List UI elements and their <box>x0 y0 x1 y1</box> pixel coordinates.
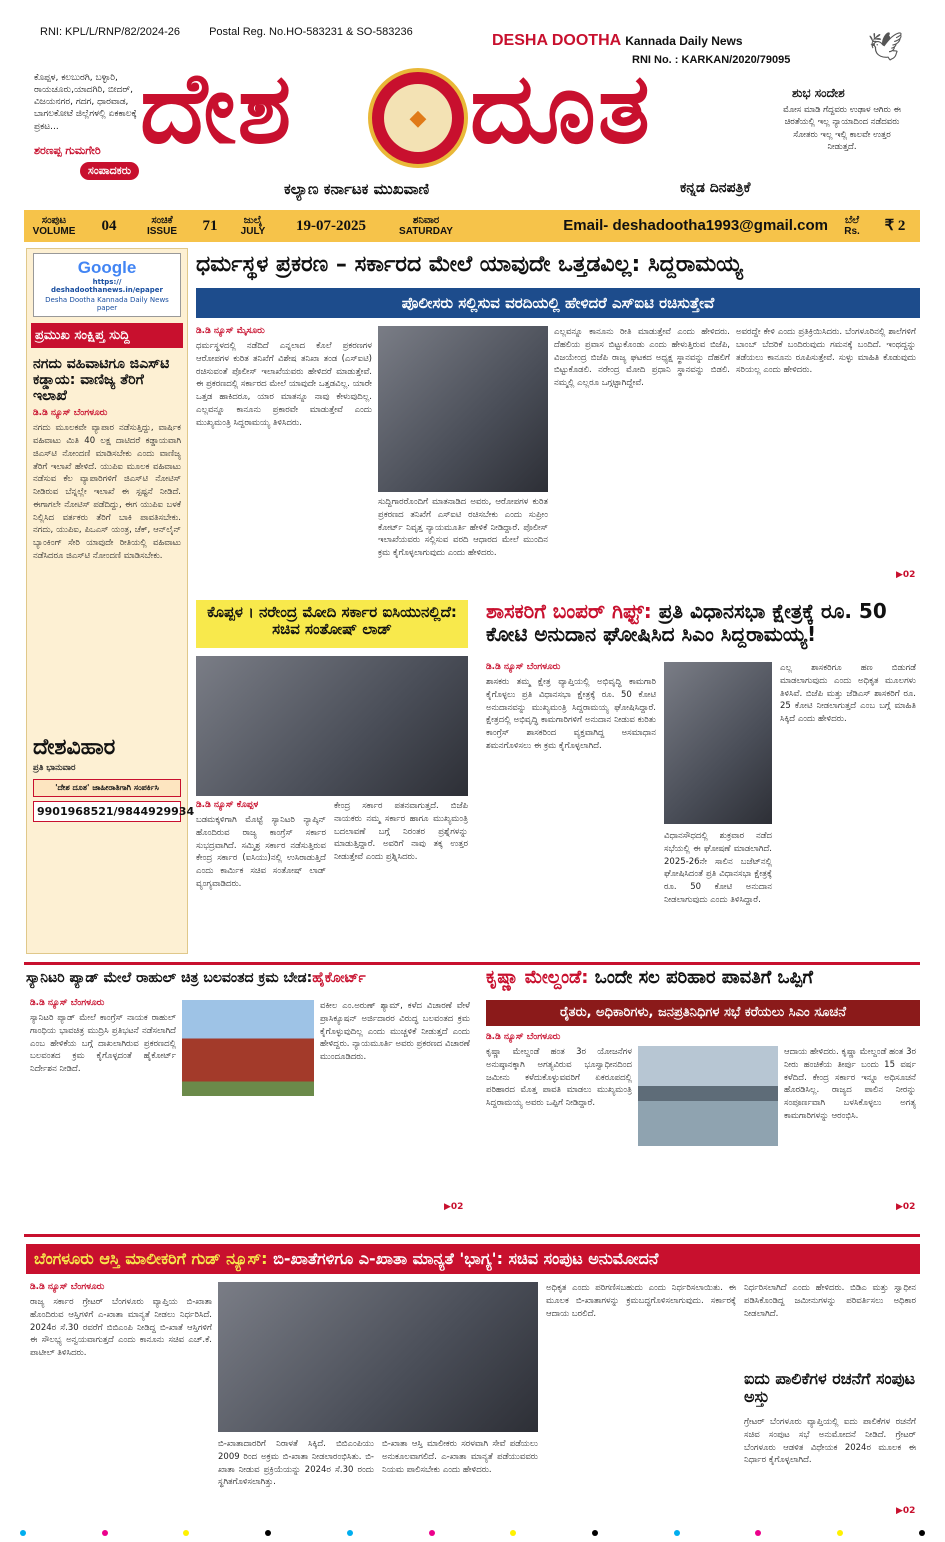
story6-cabinet-photo <box>218 1282 538 1432</box>
issue-value: 71 <box>202 217 218 234</box>
story4-continued: ▶02 <box>444 1202 464 1212</box>
shubha-sandesha-title: ಶುಭ ಸಂದೇಶ <box>792 86 845 100</box>
story1-col4: ಅವರದ್ದೇ ಕೇಳಿ ಎಂದು ಪ್ರತಿಕ್ರಿಯಿಸಿದರು. ಬೆಂಗಳೂರಿನಲ್ಲಿ ಶಾಲೆಗಳಿಗೆ ಬಾಂಬ್ ಬೆದರಿಕೆ ಬಂದಿರುವುದು ಗಮನಕ್ಕೆ ಬಂದಿದೆ. ಇಂಥದ್ದನ್ನು ತಡೆಯಲು ಕಾನೂನು ರೂಪಿಸುತ್ತೇವೆ. ಸುಳ್ಳು ಮಾಹಿತಿ ಕೊಡುವುದು ಸರಿಯಲ್ಲ ಎಂದು ಹೇಳಿದರು. <box>736 327 916 376</box>
brief-news-title: ಪ್ರಮುಖ ಸಂಕ್ಷಿಪ್ತ ಸುದ್ದಿ <box>31 323 183 348</box>
editor-name: ಶರಣಪ್ಪ ಗುಮಗೇರಿ <box>34 144 101 157</box>
tagline: ಕಲ್ಯಾಣ ಕರ್ನಾಟಕ ಮುಖವಾಣಿ <box>284 180 430 198</box>
issue-info-bar <box>24 210 920 242</box>
ad-contact-phone: 9901968521/9844929934 <box>33 801 181 822</box>
day-label: ಶನಿವಾರ SATURDAY <box>399 215 453 237</box>
deshavihara-logo: ದೇಶವಿಹಾರ <box>33 734 116 761</box>
story2-byline: ಡಿ.ಡಿ ನ್ಯೂಸ್ ಕೊಪ್ಪಳ <box>196 800 259 810</box>
story4-headline-b: ಹೈಕೋರ್ಟ್ <box>312 970 366 986</box>
section-divider <box>24 962 920 965</box>
brief-headline: ನಗದು ವಹಿವಾಟಿಗೂ ಜಿಎಸ್‌ಟಿ ಕಡ್ಡಾಯ: ವಾಣಿಜ್ಯ ತೆರಿಗೆ ಇಲಾಖೆ <box>33 356 170 405</box>
story6-col1: ರಾಜ್ಯ ಸರ್ಕಾರ ಗ್ರೇಟರ್ ಬೆಂಗಳೂರು ವ್ಯಾಪ್ತಿಯ ಬಿ-ಖಾತಾ ಹೊಂದಿರುವ ಆಸ್ತಿಗಳಿಗೆ ಎ-ಖಾತಾ ಮಾನ್ಯತೆ ನೀಡಲು ನಿರ್ಧರಿಸಿದೆ. 2024ರ ಸೆ.30 ರವರೆಗೆ ಬಿಬಿಎಂಪಿ ನೀಡಿದ್ದ ಬಿ-ಖಾತೆ ಆಸ್ತಿಗಳಿಗೆ ಈ ಸೌಲಭ್ಯ ಅನ್ವಯವಾಗುತ್ತದೆ ಎಂದು ಕಾನೂನು ಸಚಿವ ಎಚ್.ಕೆ. ಪಾಟೀಲ್ ತಿಳಿಸಿದರು. <box>30 1297 212 1358</box>
story1-col3: ಎಲ್ಲವನ್ನೂ ಕಾನೂನು ರೀತಿ ಮಾಡುತ್ತೇವೆ ಎಂದು ಹೇಳಿದರು. ದೆಹಲಿಯ ಪ್ರವಾಸ ಬಿಟ್ಟುಕೊಂಡು ಎಂದು ಹೇಳುತ್ತಿರುವ ಬಿಜೆಪಿ, ವಿಜಯೇಂದ್ರ ಬಿಜೆಪಿ ರಾಜ್ಯ ಘಟಕದ ಅಧ್ಯಕ್ಷ ಸ್ಥಾನವನ್ನು ದೆಹಲಿಗೆ ಬಿಟ್ಟುಕೊಡಲಿ. ನರೇಂದ್ರ ಮೋದಿ ಪ್ರಧಾನಿ ಸ್ಥಾನವನ್ನು ಬಿಡಲಿ. ನಮ್ಮಲ್ಲಿ ಎಲ್ಲರೂ ಒಗ್ಗಟ್ಟಾಗಿದ್ದೇವೆ. <box>554 327 730 388</box>
masthead-left: ದೇಶ <box>140 51 294 166</box>
story5-headline <box>486 968 920 989</box>
volume-label: ಸಂಪುಟ VOLUME <box>32 215 76 237</box>
story6-headline <box>26 1244 920 1274</box>
story6-headline-a: ಬೆಂಗಳೂರು ಆಸ್ತಿ ಮಾಲೀಕರಿಗೆ ಗುಡ್ ನ್ಯೂಸ್: <box>34 1249 268 1268</box>
story1-headline: ಧರ್ಮಸ್ಥಳ ಪ್ರಕರಣ – ಸರ್ಕಾರದ ಮೇಲೆ ಯಾವುದೇ ಒತ್ತಡವಿಲ್ಲ: ಸಿದ್ದರಾಮಯ್ಯ <box>196 252 743 277</box>
story2-col1: ಬಡಮಕ್ಕಳಿಗಾಗಿ ಮೊಟ್ಟೆ ಸ್ಯಾನಿಟರಿ ನ್ಯಾಪ್ಕಿನ್ ಹೊಂದಿರುವ ರಾಜ್ಯ ಕಾಂಗ್ರೆಸ್ ಸರ್ಕಾರ ಸುಭದ್ರವಾಗಿದೆ. ಸಮ್ಮಿಶ್ರ ಸರ್ಕಾರ ನಡೆಸುತ್ತಿರುವ ಕೇಂದ್ರ ಸರ್ಕಾರ (ಐಸಿಯು)ನಲ್ಲಿ ಉಸಿರಾಡುತ್ತಿದೆ ಎಂದು ಕಾರ್ಮಿಕ ಸಚಿವ ಸಂತೋಷ್ ಲಾಡ್ ವ್ಯಂಗ್ಯವಾಡಿದರು. <box>196 815 326 889</box>
story5-col1: ಕೃಷ್ಣಾ ಮೇಲ್ದಂಡೆ ಹಂತ 3ರ ಯೋಜನೆಗಳ ಅನುಷ್ಠಾನಕ್ಕಾಗಿ ಅಗತ್ಯವಿರುವ ಭೂಸ್ವಾಧೀನದಿಂದ ಜಮೀನು ಕಳೆದುಕೊಳ್ಳುವವರಿಗೆ ಏಕರೂಪದಲ್ಲಿ ಪರಿಹಾರದ ಮೊತ್ತ ಪಾವತಿ ಮಾಡಲು ಮುಖ್ಯಮಂತ್ರಿ ಸಿದ್ದರಾಮಯ್ಯ ಅವರು ಒಪ್ಪಿಗೆ ನೀಡಿದ್ದಾರೆ. <box>486 1047 632 1108</box>
story5-dam-photo <box>638 1046 778 1146</box>
masthead-right: ದೂತ <box>470 51 652 166</box>
story3-col2: ವಿಧಾನಸೌಧದಲ್ಲಿ ಶುಕ್ರವಾರ ನಡೆದ ಸಭೆಯಲ್ಲಿ ಈ ಘೋಷಣೆ ಮಾಡಲಾಗಿದೆ. 2025-26ನೇ ಸಾಲಿನ ಬಜೆಟ್‌ನಲ್ಲಿ ಘೋಷಿಸಿದಂತೆ ಪ್ರತಿ ವಿಧಾನಸಭಾ ಕ್ಷೇತ್ರಕ್ಕೆ ರೂ. 50 ಕೋಟಿ ಅನುದಾನ ನೀಡಲಾಗುವುದು ಎಂದು ತಿಳಿಸಿದ್ದಾರೆ. <box>664 831 772 905</box>
story6-side-title: ಐದು ಪಾಲಿಕೆಗಳ ರಚನೆಗೆ ಸಂಪುಟ ಅಸ್ತು <box>744 1369 916 1407</box>
story4-headline-a: ಸ್ಯಾನಿಟರಿ ಪ್ಯಾಡ್ ಮೇಲೆ ರಾಹುಲ್ ಚಿತ್ರ ಬಲವಂತದ ಕ್ರಮ ಬೇಡ: <box>26 970 313 986</box>
story6-col3: ಬಿ-ಖಾತಾ ಆಸ್ತಿ ಮಾಲೀಕರು ಸರಳವಾಗಿ ಸೇವೆ ಪಡೆಯಲು ಅನುಕೂಲವಾಗಲಿದೆ. ಎ-ಖಾತಾ ಮಾನ್ಯತೆ ಪಡೆಯುವವರು ನಿಯಮ ಪಾಲಿಸಬೇಕು ಎಂದು ಹೇಳಿದರು. <box>382 1439 538 1475</box>
story1-byline: ಡಿ.ಡಿ ನ್ಯೂಸ್ ಮೈಸೂರು <box>196 326 265 336</box>
story3-headline-b: ಪ್ರತಿ ವಿಧಾನಸಭಾ ಕ್ಷೇತ್ರಕ್ಕೆ ರೂ. 50 ಕೋಟಿ ಅನುದಾನ ಘೋಷಿಸಿದ ಸಿಎಂ ಸಿದ್ದರಾಮಯ್ಯ! <box>486 599 887 646</box>
weekly-note: ಪ್ರತಿ ಭಾನುವಾರ <box>33 763 76 774</box>
story6-col4: ಅಧಿಕೃತ ಎಂದು ಪರಿಗಣಿಸಬಹುದು ಎಂದು ನಿರ್ಧರಿಸಲಾಯಿತು. ಈ ಮೂಲಕ ಬಿ-ಖಾತಾಗಳನ್ನು ಕ್ರಮಬದ್ಧಗೊಳಿಸಲಾಗುವುದು. ಸರ್ಕಾರಕ್ಕೆ ಆದಾಯ ಬರಲಿದೆ. <box>546 1283 736 1319</box>
story1-col1: ಧರ್ಮಸ್ಥಳದಲ್ಲಿ ನಡೆದಿದೆ ಎನ್ನಲಾದ ಕೊಲೆ ಪ್ರಕರಣಗಳ ಆರೋಪಗಳ ಕುರಿತ ತನಿಖೆಗೆ ವಿಶೇಷ ತನಿಖಾ ತಂಡ (ಎಸ್‌ಐಟಿ) ರಚಿಸುವಂತೆ ಪೊಲೀಸ್ ಇಲಾಖೆಯವರು ಹೇಳಿದರೆ ಮಾಡುತ್ತೇವೆ. ಈ ಪ್ರಕರಣದಲ್ಲಿ ಸರ್ಕಾರದ ಮೇಲೆ ಯಾವುದೇ ಒತ್ತಡವಿಲ್ಲ. ಯಾರೇ ಒತ್ತಡ ಹಾಕಿದರೂ, ಯಾರ ಮಾತನ್ನೂ ನಾವು ಕೇಳುವುದಿಲ್ಲ. ಎಲ್ಲವನ್ನೂ ಕಾನೂನು ಪ್ರಕಾರವೇ ಮಾಡುತ್ತೇವೆ ಎಂದು ಮುಖ್ಯಮಂತ್ರಿ ಸಿದ್ದರಾಮಯ್ಯ ತಿಳಿಸಿದರು. <box>196 341 372 428</box>
story5-headline-a: ಕೃಷ್ಣಾ ಮೇಲ್ದಂಡೆ: <box>486 967 589 988</box>
ad-contact-title: 'ದೇಶ ದೂತ' ಜಾಹೀರಾತಿಗಾಗಿ ಸಂಪರ್ಕಿಸಿ <box>33 779 181 797</box>
story6-headline-b: ಬಿ-ಖಾತೆಗಳಿಗೂ ಎ-ಖಾತಾ ಮಾನ್ಯತೆ 'ಭಾಗ್ಯ': ಸಚಿವ ಸಂಪುಟ ಅನುಮೋದನೆ <box>273 1249 659 1268</box>
story4-byline: ಡಿ.ಡಿ ನ್ಯೂಸ್ ಬೆಂಗಳೂರು <box>30 998 105 1008</box>
issue-label: ಸಂಚಿಕೆ ISSUE <box>146 215 177 237</box>
postal-reg: Postal Reg. No.HO-583231 & SO-583236 <box>209 26 413 38</box>
masthead-title <box>140 51 652 166</box>
brand-name: DESHA DOOTHA <box>492 32 622 49</box>
story4-col2: ವಕೀಲ ಎಂ.ಅರುಣ್ ಶ್ಯಾಮ್, ಕಳೆದ ವಿಚಾರಣೆ ವೇಳೆ ಪ್ರಾಸಿಕ್ಯೂಷನ್ ಅರ್ಜಿದಾರರ ವಿರುದ್ಧ ಬಲವಂತದ ಕ್ರಮ ಕೈಗೊಳ್ಳುವುದಿಲ್ಲ ಎಂದು ಮುಚ್ಚಳಿಕೆ ನೀಡುತ್ತದೆ ಎಂದು ಹೇಳಿದ್ದರು. ನ್ಯಾಯಮೂರ್ತಿ ಅವರು ಪ್ರಕರಣದ ವಿಚಾರಣೆ ಮುಂದೂಡಿದರು. <box>320 1001 470 1062</box>
story3-headline-a: ಶಾಸಕರಿಗೆ ಬಂಪರ್ ಗಿಫ್ಟ್: <box>486 599 652 623</box>
story3-byline: ಡಿ.ಡಿ ನ್ಯೂಸ್ ಬೆಂಗಳೂರು <box>486 662 561 672</box>
story6-byline: ಡಿ.ಡಿ ನ್ಯೂಸ್ ಬೆಂಗಳೂರು <box>30 1282 105 1292</box>
story1-col2: ಸುದ್ದಿಗಾರರೊಂದಿಗೆ ಮಾತನಾಡಿದ ಅವರು, ಆರೋಪಗಳ ಕುರಿತ ಪ್ರಕರಣದ ತನಿಖೆಗೆ ಎಸ್‌ಐಟಿ ರಚಿಸಬೇಕು ಎಂದು ಸುಪ್ರೀಂ ಕೋರ್ಟ್ ನಿವೃತ್ತ ನ್ಯಾಯಮೂರ್ತಿ ಹೇಳಿಕೆ ನೀಡಿದ್ದಾರೆ. ಪೊಲೀಸ್ ಇಲಾಖೆಯವರು ಸಲ್ಲಿಸುವ ವರದಿ ಆಧಾರದ ಮೇಲೆ ಮುಂದಿನ ಕ್ರಮ ಕೈಗೊಳ್ಳಲಾಗುವುದು ಎಂದು ಹೇಳಿದರು. <box>378 497 548 558</box>
story1-photo <box>378 326 548 492</box>
date-value: 19-07-2025 <box>296 217 366 234</box>
story1-subhead: ಪೊಲೀಸರು ಸಲ್ಲಿಸುವ ವರದಿಯಲ್ಲಿ ಹೇಳಿದರೆ ಎಸ್‌ಐಟಿ ರಚಿಸುತ್ತೇವೆ <box>196 288 920 318</box>
registration-dots <box>0 1530 945 1536</box>
month-label: ಜುಲೈ JULY <box>240 215 266 237</box>
editor-title: ಸಂಪಾದಕರು <box>80 162 139 180</box>
story3-col1: ಶಾಸಕರು ತಮ್ಮ ಕ್ಷೇತ್ರ ವ್ಯಾಪ್ತಿಯಲ್ಲಿ ಅಭಿವೃದ್ಧಿ ಕಾಮಗಾರಿ ಕೈಗೊಳ್ಳಲು ಪ್ರತಿ ವಿಧಾನಸಭಾ ಕ್ಷೇತ್ರಕ್ಕೆ ರೂ. 50 ಕೋಟಿ ಅನುದಾನವನ್ನು ಮುಖ್ಯಮಂತ್ರಿ ಸಿದ್ದರಾಮಯ್ಯ ಘೋಷಿಸಿದ್ದಾರೆ. ಕ್ಷೇತ್ರದಲ್ಲಿ ಅಭಿವೃದ್ಧಿ ಕಾಮಗಾರಿಗಳಿಗೆ ಅನುದಾನ ನೀಡುವ ಕುರಿತು ಕಾಂಗ್ರೆಸ್ ಶಾಸಕರಿಂದ ವ್ಯಕ್ತವಾಗಿದ್ದ ಅಸಮಾಧಾನ ಶಮನಗೊಳಿಸಲು ಈ ಕ್ರಮ ಕೈಗೊಳ್ಳಲಾಗಿದೆ. <box>486 677 656 751</box>
epaper-box <box>33 253 181 317</box>
story5-headline-b: ಒಂದೇ ಸಲ ಪರಿಹಾರ ಪಾವತಿಗೆ ಒಪ್ಪಿಗೆ <box>594 967 813 988</box>
brand-english <box>492 32 743 50</box>
dove-icon: 🕊 <box>868 30 904 63</box>
email-address: Email- deshadootha1993@gmail.com <box>563 216 828 234</box>
story6-side-body: ಗ್ರೇಟರ್ ಬೆಂಗಳೂರು ವ್ಯಾಪ್ತಿಯಲ್ಲಿ ಐದು ಪಾಲಿಕೆಗಳ ರಚನೆಗೆ ಸಚಿವ ಸಂಪುಟ ಸಭೆ ಅನುಮೋದನೆ ನೀಡಿದೆ. ಗ್ರೇಟರ್ ಬೆಂಗಳೂರು ಆಡಳಿತ ವಿಧೇಯಕ 2024ರ ಮೂಲಕ ಈ ನಿರ್ಧಾರ ಕೈಗೊಳ್ಳಲಾಗಿದೆ. <box>744 1417 916 1466</box>
brief-byline: ಡಿ.ಡಿ ನ್ಯೂಸ್ ಬೆಂಗಳೂರು <box>33 408 108 419</box>
story4-headline <box>26 970 474 986</box>
story4-court-photo <box>182 1000 314 1096</box>
story3-col3: ಎಲ್ಲ ಶಾಸಕರಿಗೂ ಹಣ ಬಿಡುಗಡೆ ಮಾಡಲಾಗುವುದು ಎಂದು ಅಧಿಕೃತ ಮೂಲಗಳು ತಿಳಿಸಿವೆ. ಬಿಜೆಪಿ ಮತ್ತು ಜೆಡಿಎಸ್ ಶಾಸಕರಿಗೆ ರೂ. 25 ಕೋಟಿ ನೀಡಲಾಗುತ್ತದೆ ಎಂಬ ಬಗ್ಗೆ ಮಾಹಿತಿ ಸಿಕ್ಕಿದೆ ಎಂದು ಹೇಳಿದರು. <box>780 663 916 724</box>
subtag: ಕನ್ನಡ ದಿನಪತ್ರಿಕೆ <box>680 180 751 196</box>
district-note: ಕೊಪ್ಪಳ, ಕಲಬುರಗಿ, ಬಳ್ಳಾರಿ, ರಾಯಚೂರು,ಯಾದಗಿರಿ, ಬೀದರ್, ವಿಜಯನಗರ, ಗದಗ, ಧಾರವಾಡ, ಬಾಗಲಕೋಟೆ ಜಿಲ್ಲೆಗಳಲ್ಲಿ ಏಕಕಾಲಕ್ಕೆ ಪ್ರಕಟ... <box>34 73 137 132</box>
story2-photo <box>196 656 468 796</box>
rni-number: RNI: KPL/L/RNP/82/2024-26 <box>40 26 181 38</box>
shubha-sandesha-text: ಮೋಸ ಮಾಡಿ ಗೆದ್ದವರು ಉಢಾಳ ಆಗಿರು ಈ ಚಿರತೆಯಲ್ಲಿ ಇಲ್ಲ ನ್ಯಾಯಾದಿಂದ ನಡೆದವರು ಸೋತರು ಇಲ್ಲ ಇಲ್ಲಿ ಕಾಲವೇ ಉತ್ತರ ನೀಡುತ್ತದೆ. <box>783 105 901 152</box>
story2-headline: ಕೊಪ್ಪಳ । ನರೇಂದ್ರ ಮೋದಿ ಸರ್ಕಾರ ಐಸಿಯುನಲ್ಲಿದೆ: ಸಚಿವ ಸಂತೋಷ್ ಲಾಡ್ <box>196 600 468 648</box>
story5-col2: ಆದಾಯ ಹೇಳಿದರು. ಕೃಷ್ಣಾ ಮೇಲ್ದಂಡೆ ಹಂತ 3ರ ನೀರು ಹಂಚಿಕೆಯ ತೀರ್ಪು ಬಂದು 15 ವರ್ಷ ಕಳೆದಿದೆ. ಕೇಂದ್ರ ಸರ್ಕಾರ ಇನ್ನೂ ಅಧಿಸೂಚನೆ ಹೊರಡಿಸಿಲ್ಲ. ರಾಜ್ಯದ ಪಾಲಿನ ನೀರನ್ನು ಸಂಪೂರ್ಣವಾಗಿ ಬಳಸಿಕೊಳ್ಳಲು ಅಗತ್ಯ ಕಾಮಗಾರಿಗಳನ್ನು ಆರಂಭಿಸಿ. <box>784 1047 916 1121</box>
brand-subtitle: Kannada Daily News <box>625 34 743 48</box>
story6-col2: ಬಿ-ಖಾತಾದಾರರಿಗೆ ನಿರಾಳತೆ ಸಿಕ್ಕಿದೆ. ಬಿಬಿಎಂಪಿಯು 2009 ರಿಂದ ಅಕ್ರಮ ಬಿ-ಖಾತಾ ನೀಡಲಾರಂಭಿಸಿತು. ಬಿ-ಖಾತಾ ನೀಡುವ ಪ್ರಕ್ರಿಯೆಯನ್ನು 2024ರ ಸೆ.30 ರಂದು ಸ್ಥಗಿತಗೊಳಿಸಲಾಗಿತ್ತು. <box>218 1439 374 1488</box>
price-label: ಬೆಲೆ Rs. <box>844 215 860 237</box>
sidebar-brief-news <box>26 248 195 954</box>
brief-body: ನಗದು ಮೂಲಕವೇ ವ್ಯಾಪಾರ ನಡೆಸುತ್ತಿದ್ದು, ವಾರ್ಷಿಕ ವಹಿವಾಟು ಮಿತಿ 40 ಲಕ್ಷ ದಾಟಿದರೆ ಕಡ್ಡಾಯವಾಗಿ ಜಿಎಸ್‌ಟಿ ನೋಂದಣಿ ಮಾಡಿಸಬೇಕು ಎಂದು ವಾಣಿಜ್ಯ ತೆರಿಗೆ ಇಲಾಖೆ ಹೇಳಿದೆ. ಯುಪಿಐ ಮೂಲಕ ವಹಿವಾಟು ನಡೆಸುವ ಕೆಲ ವ್ಯಾಪಾರಿಗಳಿಗೆ ಜಿಎಸ್‌ಟಿ ನೋಟಿಸ್ ನೀಡಿರುವ ಬೆನ್ನಲ್ಲೇ ಇಲಾಖೆ ಈ ಸ್ಪಷ್ಟನೆ ನೀಡಿದೆ. ಈಗಾಗಲೇ ನೋಟಿಸ್ ಪಡೆದಿದ್ದು, ಈಗ ಯುಪಿಐ ಬಳಕೆ ನಿಲ್ಲಿಸಿದ ವರ್ತಕರು ತೆರಿಗೆ ಬಾಕಿ ಪಾವತಿಸಬೇಕು. ನಗದು, ಯುಪಿಐ, ಪಿಒಎಸ್ ಯಂತ್ರ, ಚೆಕ್, ಆನ್‌ಲೈನ್ ಬ್ಯಾಂಕಿಂಗ್ ಸೇರಿ ಯಾವುದೇ ರೀತಿಯಲ್ಲಿ ವಹಿವಾಟು ನಡೆಸಿದರೂ ಜಿಎಸ್‌ಟಿ ನೋಂದಣಿ ಮಾಡಿಸಬೇಕು. <box>33 423 181 561</box>
story5-subhead: ರೈತರು, ಅಧಿಕಾರಿಗಳು, ಜನಪ್ರತಿನಿಧಿಗಳ ಸಭೆ ಕರೆಯಲು ಸಿಎಂ ಸೂಚನೆ <box>486 1000 920 1026</box>
google-logo: Google <box>77 258 137 277</box>
story5-byline: ಡಿ.ಡಿ ನ್ಯೂಸ್ ಬೆಂಗಳೂರು <box>486 1032 561 1042</box>
price-value: ₹ 2 <box>884 217 906 234</box>
paper-name: Desha Dootha Kannada Daily News paper <box>45 296 169 312</box>
story4-col1: ಸ್ಯಾನಿಟರಿ ಪ್ಯಾಡ್ ಮೇಲೆ ಕಾಂಗ್ರೆಸ್ ನಾಯಕ ರಾಹುಲ್ ಗಾಂಧಿಯ ಭಾವಚಿತ್ರ ಮುದ್ರಿಸಿ ಪ್ರತಿಭಟನೆ ನಡೆಸಲಾಗಿದೆ ಎಂಬ ಹೇಳಿಕೆಯ ಬಗ್ಗೆ ದಾಖಲಾಗಿರುವ ಪ್ರಕರಣದಲ್ಲಿ ಬಲವಂತದ ಕ್ರಮ ಕೈಗೊಳ್ಳದಂತೆ ಹೈಕೋರ್ಟ್ ನಿರ್ದೇಶನ ನೀಡಿದೆ. <box>30 1013 176 1074</box>
story2-col2: ಕೇಂದ್ರ ಸರ್ಕಾರ ಪತನವಾಗುತ್ತದೆ. ಬಿಜೆಪಿ ನಾಯಕರು ನಮ್ಮ ಸರ್ಕಾರ ಹಾಗೂ ಮುಖ್ಯಮಂತ್ರಿ ಬದಲಾವಣೆ ಬಗ್ಗೆ ನಿರಂತರ ಪ್ರಶ್ನೆಗಳನ್ನು ಮಾಡುತ್ತಿದ್ದಾರೆ. ಅವರಿಗೆ ನಾವು ತಕ್ಕ ಉತ್ತರ ನೀಡುತ್ತೇವೆ ಎಂದು ಪ್ರಶ್ನಿಸಿದರು. <box>334 801 468 862</box>
story3-photo <box>664 662 772 824</box>
section-divider-2 <box>24 1234 920 1237</box>
epaper-url[interactable]: https:// deshadoothanews.in/epaper <box>51 278 163 294</box>
volume-value: 04 <box>101 217 117 234</box>
rni-right: RNI No. : KARKAN/2020/79095 <box>632 54 791 66</box>
story6-continued: ▶02 <box>896 1506 916 1516</box>
story3-headline <box>486 600 920 646</box>
story6-side-note: ನಿರ್ಧರಿಸಲಾಗಿದೆ ಎಂದು ಹೇಳಿದರು. ಬಿಡಿಎ ಮತ್ತು ಸ್ವಾಧೀನ ಪಡಿಸಿಕೊಂಡಿದ್ದ ಜಮೀನುಗಳನ್ನು ಪರಿವರ್ತಿಸಲು ಅಧಿಕಾರ ನೀಡಲಾಗಿದೆ. <box>744 1283 916 1319</box>
registration-line <box>40 26 439 38</box>
emblem-logo <box>368 68 468 168</box>
story5-continued: ▶02 <box>896 1202 916 1212</box>
india-map-icon: ◆ <box>384 84 452 152</box>
story1-continued: ▶02 <box>896 570 916 580</box>
